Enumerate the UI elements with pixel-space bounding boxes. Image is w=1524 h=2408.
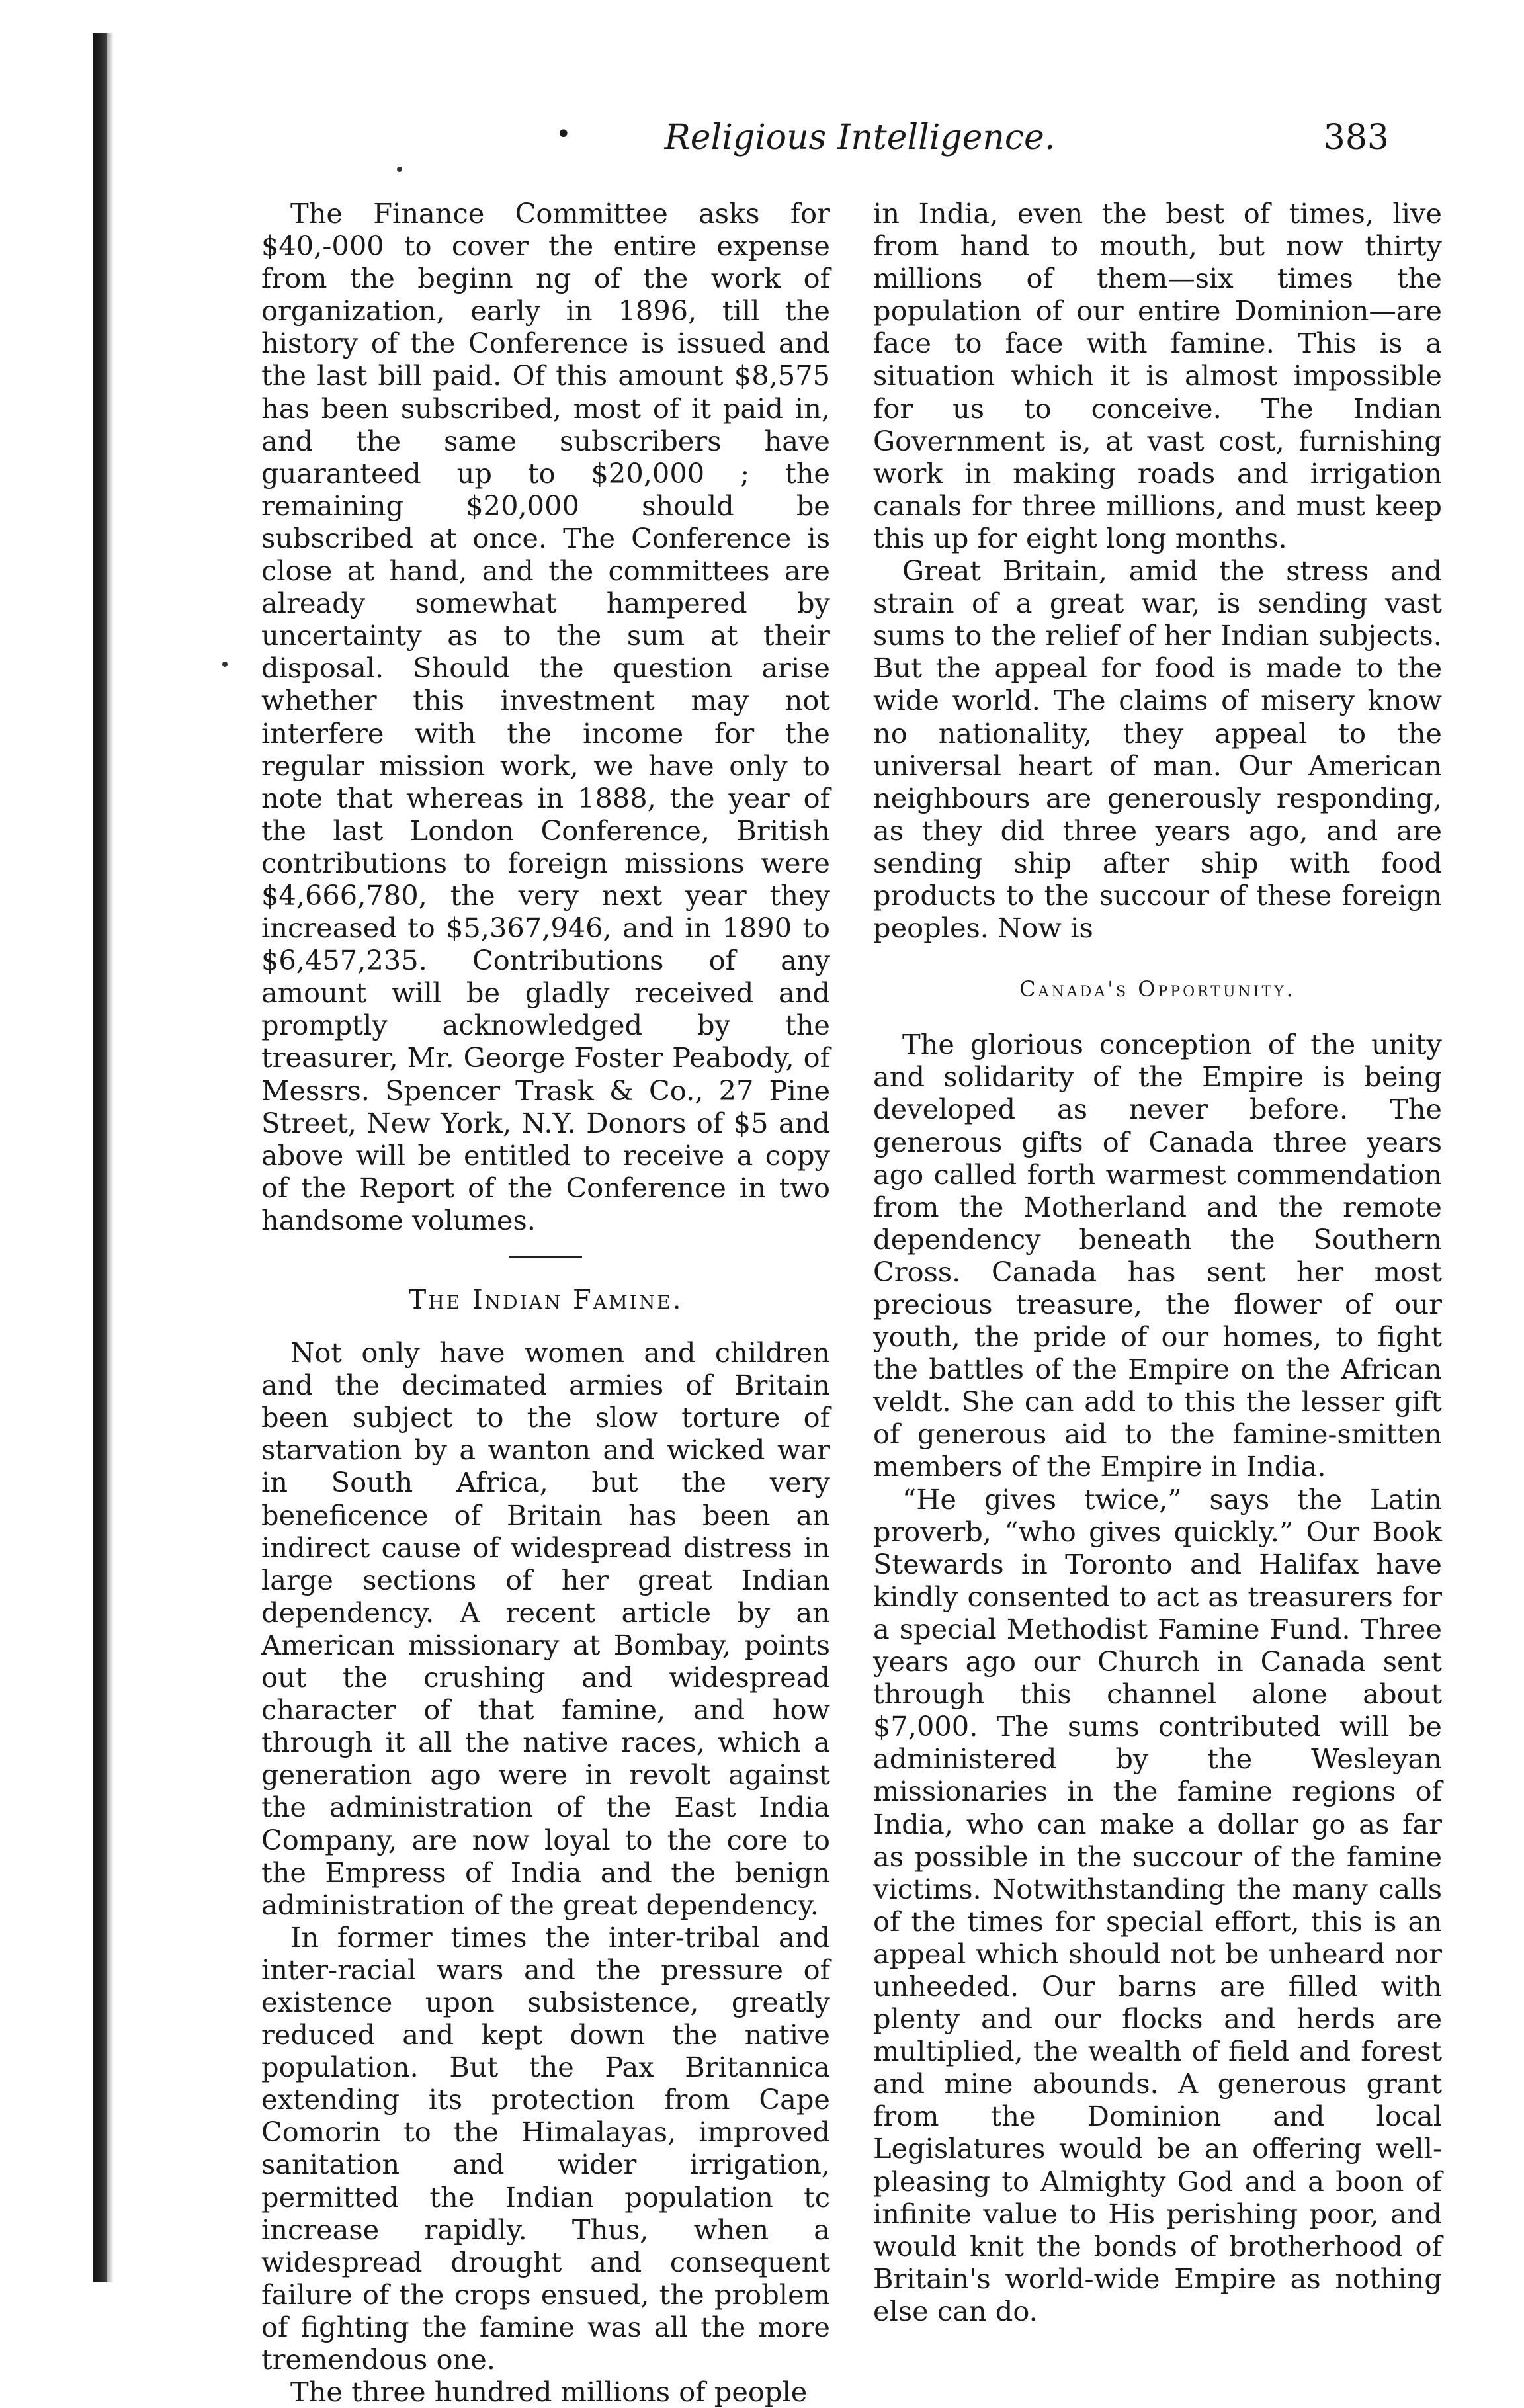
great-britain-paragraph: Great Britain, amid the stress and strain of a great war, is sending vast sums to the relief of her Indian subjects. But the appeal for food is made to the wide world. The claims of misery know no nationality, they appeal to the universal heart of man. Our American neighbours are generously responding, as they did three years ago, and are sending ship after ship with food products to the succour of these foreign peoples. Now is xyxy=(873,554,1442,945)
finance-committee-paragraph: The Finance Committee asks for $40,-000 to cover the entire expense from the beginn ng of the work of organization, early in 1896, till the history of the Conference is issued and the last bill paid. Of this amount $8,575 has been subscribed, most of it paid in, and the same subscribers have guaranteed up to $20,000 ; the remaining $20,000 should be subscribed at once. The Conference is close at hand, and the committees are already somewhat hampered by uncertainty as to the sum at their disposal. Should the question arise whether this investment may not interfere with the income for the regular mission work, we have only to note that whereas in 1888, the year of the last London Conference, British contributions to foreign missions were $4,666,780, the very next year they increased to $5,367,946, and in 1890 to $6,457,235. Contributions of any amount will be gladly received and promptly acknowledged by the treasurer, Mr. George Foster Peabody, of Messrs. Spencer Trask & Co., 27 Pine Street, New York, N.Y. Donors of $5 and above will be entitled to receive a copy of the Report of the Conference in two handsome volumes. xyxy=(261,197,830,1236)
margin-speck xyxy=(222,662,228,667)
print-speck xyxy=(397,167,402,172)
famine-paragraph-2: In former times the inter-tribal and inter-racial wars and the pressure of existence upon subsistence, greatly reduced and kept down the native population. But the Pax Britannica extending its protection from Cape Comorin to the Himalayas, improved sanitation and wider irrigation, permitted the Indian population tc increase rapidly. Thus, when a widespread drought and consequent failure of the crops ensued, the problem of fighting the famine was all the more tremendous one. xyxy=(261,1920,830,2376)
section-rule xyxy=(509,1256,582,1258)
book-spine xyxy=(93,33,107,2282)
running-title: Religious Intelligence. xyxy=(664,118,1056,157)
empire-paragraph: The glorious conception of the unity and solidarity of the Empire is being developed as never before. The generous gifts of Canada three years ago called forth warmest commendation from the Motherland and the remote dependency beneath the Southern Cross. Canada has sent her most precious treasure, the flower of our youth, the pride of our homes, to fight the battles of the Empire on the African veldt. She can add to this the lesser gift of generous aid to the famine-smitten members of the Empire in India. xyxy=(873,1028,1442,1483)
right-column xyxy=(873,197,1442,2327)
spine-shadow xyxy=(107,33,114,2282)
continued-paragraph: in India, even the best of times, live from hand to mouth, but now thirty millions of them—six times the population of our entire Dominion—are face to face with famine. This is a situation which it is almost impossible for us to conceive. The Indian Government is, at vast cost, furnishing work in making roads and irrigation canals for three millions, and must keep this up for eight long months. xyxy=(873,197,1442,554)
header-dot: • xyxy=(556,119,572,150)
section-heading-canadas-opportunity: Canada's Opportunity. xyxy=(1019,976,1296,1002)
latin-proverb-paragraph: “He gives twice,” says the Latin proverb, “who gives quickly.” Our Book Stewards in Toronto and Halifax have kindly consented to act as treasurers for a special Methodist Famine Fund. Three years ago our Church in Canada sent through this channel alone about $7,000. The sums contributed will be administered by the Wesleyan missionaries in the famine regions of India, who can make a dollar go as far as possible in the succour of the famine victims. Notwithstanding the many calls of the times for special effort, this is an appeal which should not be unheard nor unheeded. Our barns are filled with plenty and our flocks and herds are multiplied, the wealth of field and forest and mine abounds. A generous grant from the Dominion and local Legislatures would be an offering well-pleasing to Almighty God and a boon of infinite value to His perishing poor, and would knit the bonds of brotherhood of Britain's world-wide Empire as nothing else can do. xyxy=(873,1483,1442,2327)
section-heading-indian-famine: The Indian Famine. xyxy=(408,1285,683,1315)
famine-paragraph-1: Not only have women and children and the decimated armies of Britain been subject to the slow torture of starvation by a wanton and wicked war in South Africa, but the very beneficence of Britain has been an indirect cause of widespread distress in large sections of her great Indian dependency. A recent article by an American missionary at Bombay, points out the crushing and widespread character of that famine, and how through it all the native races, which a generation ago were in revolt against the administration of the East India Company, are now loyal to the core to the Empress of India and the benign administration of the great dependency. xyxy=(261,1336,830,1921)
famine-paragraph-3: The three hundred millions of people xyxy=(290,2376,808,2408)
left-column xyxy=(261,197,830,2408)
running-header xyxy=(212,111,1389,164)
page-number: 383 xyxy=(1323,118,1389,157)
